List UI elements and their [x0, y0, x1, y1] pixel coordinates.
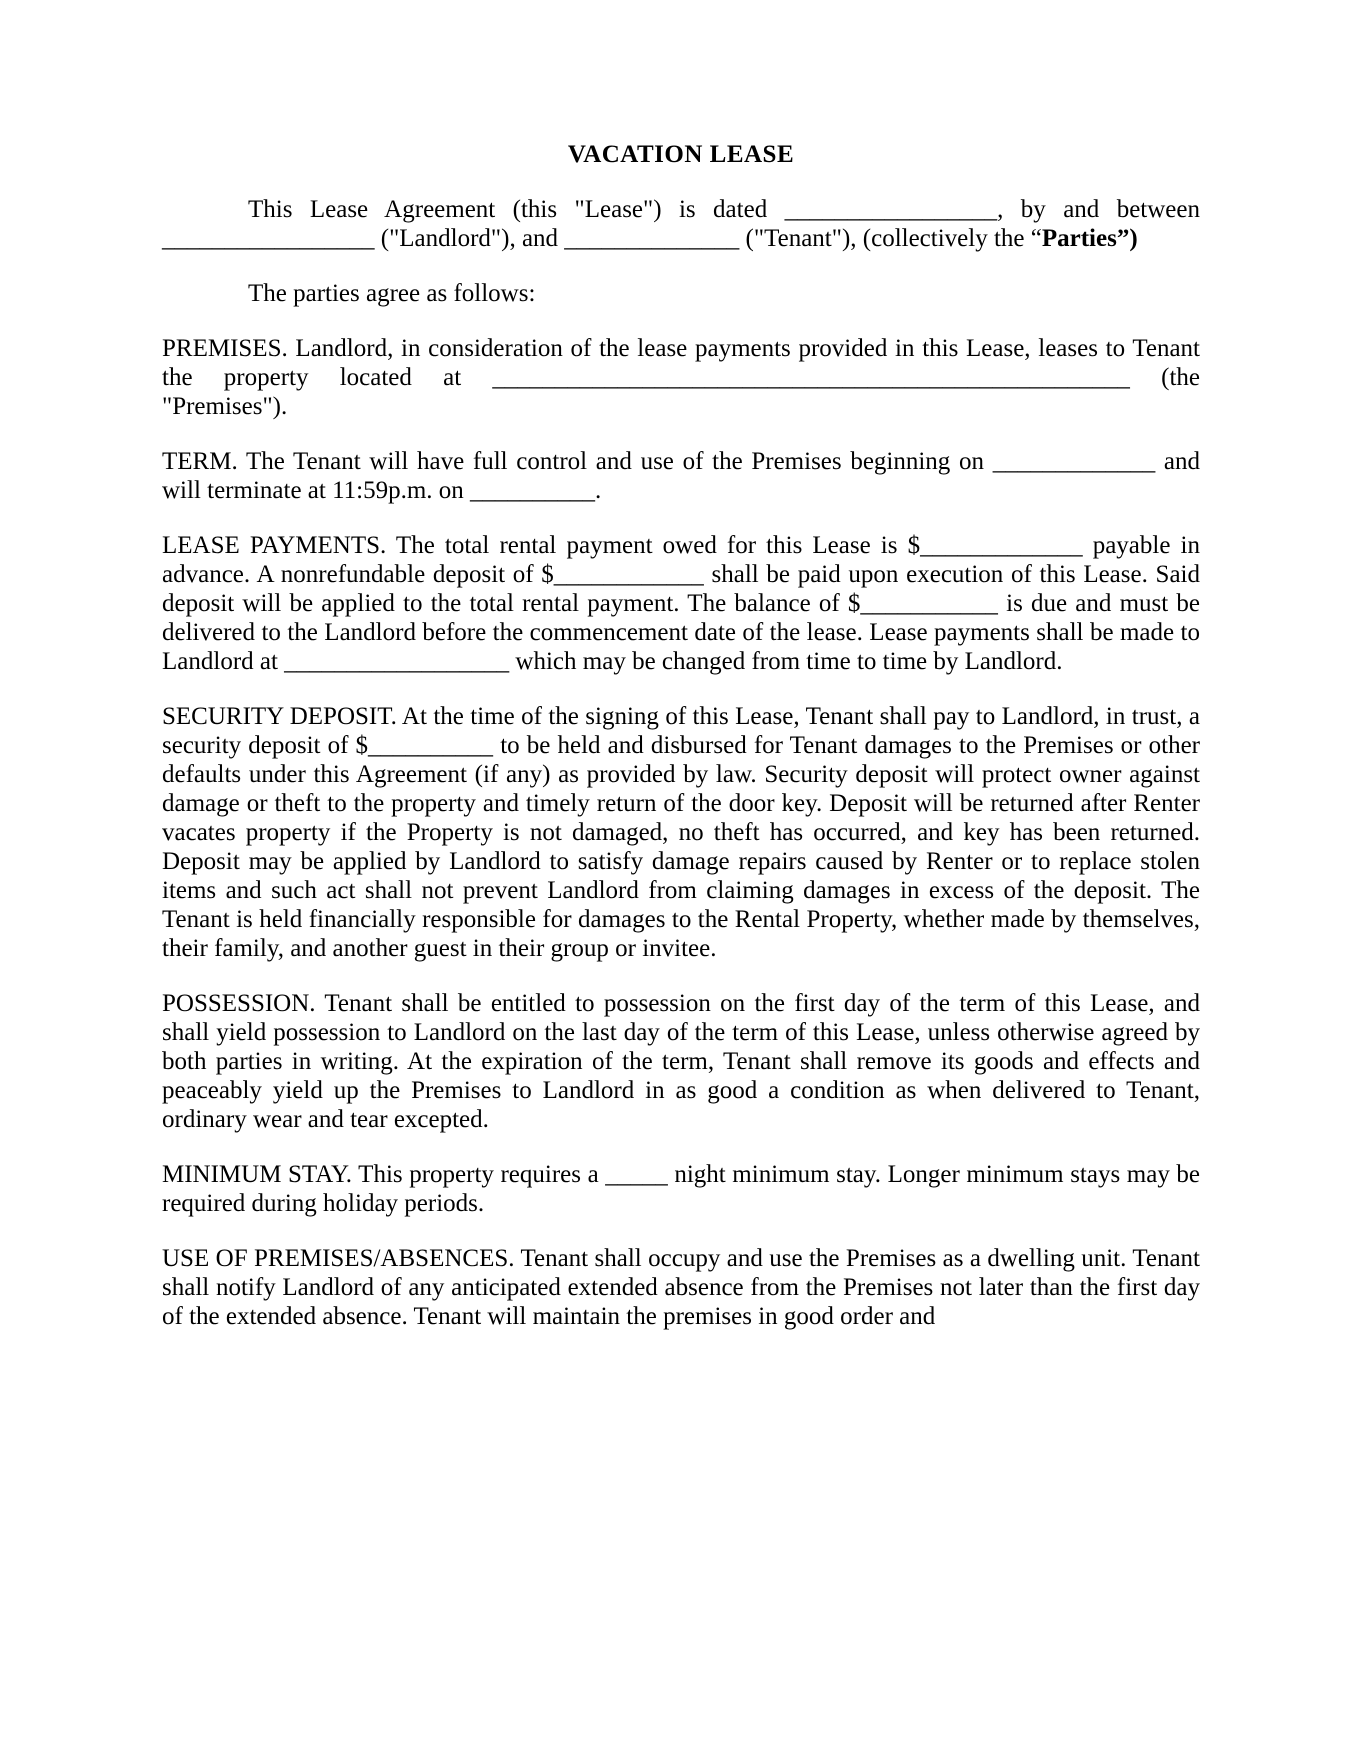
- section-premises: PREMISES. Landlord, in consideration of the lease payments provided in this Lease, leases to Tenant the property located at ___________________________________________________ (the "Premises").: [162, 335, 1200, 420]
- intro-text: This Lease Agreement (this "Lease") is dated _________________, by and between _________________ ("Landlord"), and ______________ ("Tenant"), (collectively the “: [162, 196, 1200, 252]
- section-possession: POSSESSION. Tenant shall be entitled to possession on the first day of the term of this Lease, and shall yield possession to Landlord on the last day of the term of this Lease, unless otherwise agreed by both parties in writing. At the expiration of the term, Tenant shall remove its goods and effects and peaceably yield up the Premises to Landlord in as good a condition as when delivered to Tenant, ordinary wear and tear excepted.: [162, 990, 1200, 1133]
- agreement-line: The parties agree as follows:: [248, 280, 536, 307]
- section-use-of-premises: USE OF PREMISES/ABSENCES. Tenant shall occupy and use the Premises as a dwelling unit. Tenant shall notify Landlord of any anticipated extended absence from the Premises not later than the first day of the extended absence. Tenant will maintain the premises in good order and: [162, 1245, 1200, 1330]
- section-minimum-stay: MINIMUM STAY. This property requires a _____ night minimum stay. Longer minimum stays may be required during holiday periods.: [162, 1161, 1200, 1217]
- intro-paragraph: [162, 195, 1200, 253]
- section-lease-payments: LEASE PAYMENTS. The total rental payment owed for this Lease is $_____________ payable in advance. A nonrefundable deposit of $____________ shall be paid upon execution of this Lease. Said deposit will be applied to the total rental payment. The balance of $___________ is due and must be delivered to the Landlord before the commencement date of the lease. Lease payments shall be made to Landlord at __________________ which may be changed from time to time by Landlord.: [162, 532, 1200, 675]
- section-security-deposit: SECURITY DEPOSIT. At the time of the signing of this Lease, Tenant shall pay to Landlord, in trust, a security deposit of $__________ to be held and disbursed for Tenant damages to the Premises or other defaults under this Agreement (if any) as provided by law. Security deposit will protect owner against damage or theft to the property and timely return of the door key. Deposit will be returned after Renter vacates property if the Property is not damaged, no theft has occurred, and key has been returned. Deposit may be applied by Landlord to satisfy damage repairs caused by Renter or to replace stolen items and such act shall not prevent Landlord from claiming damages in excess of the deposit. The Tenant is held financially responsible for damages to the Rental Property, whether made by themselves, their family, and another guest in their group or invitee.: [162, 703, 1200, 962]
- document-title: VACATION LEASE: [567, 141, 795, 168]
- parties-bold-text: Parties”): [1041, 225, 1138, 252]
- section-term: TERM. The Tenant will have full control and use of the Premises beginning on _____________ and will terminate at 11:59p.m. on __________.: [162, 448, 1200, 504]
